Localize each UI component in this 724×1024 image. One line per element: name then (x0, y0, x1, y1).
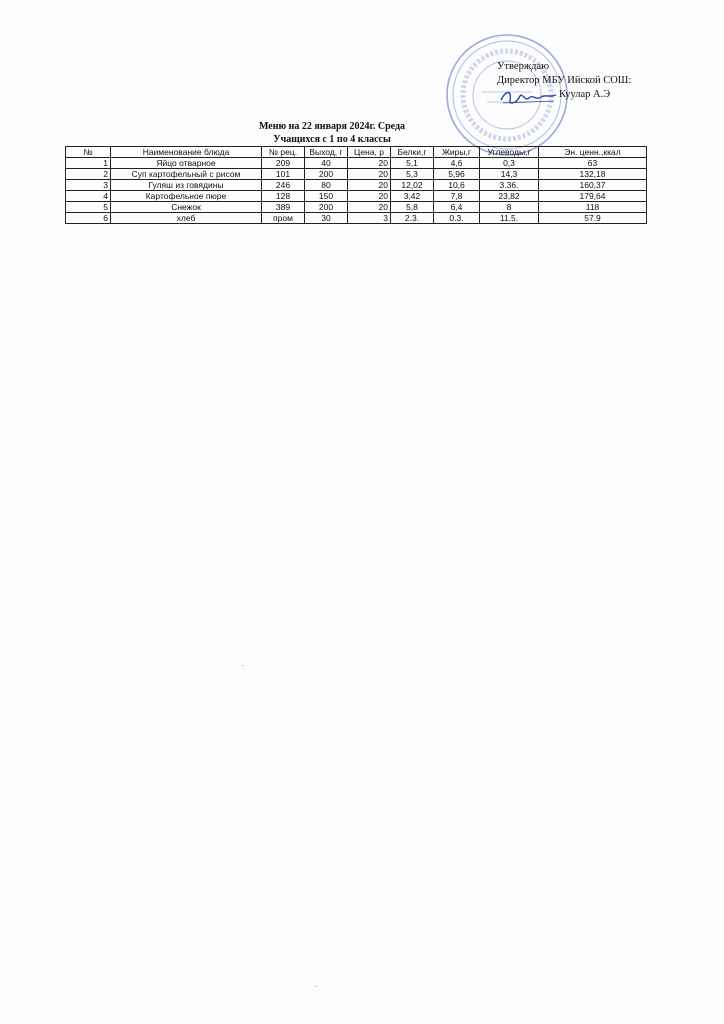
cell-number: 1 (66, 158, 111, 169)
cell-recipe-no: 246 (262, 180, 305, 191)
cell-output: 150 (305, 191, 348, 202)
cell-protein: 12,02 (391, 180, 434, 191)
cell-recipe-no: 128 (262, 191, 305, 202)
cell-output: 200 (305, 169, 348, 180)
cell-dish-name: хлеб (111, 213, 262, 224)
cell-carbs: 0,3 (480, 158, 539, 169)
signature-icon (498, 86, 560, 108)
cell-recipe-no: 101 (262, 169, 305, 180)
cell-fat: 7,8 (434, 191, 480, 202)
table-header-protein: Белки,г (391, 147, 434, 158)
cell-recipe-no: 389 (262, 202, 305, 213)
cell-fat: 6,4 (434, 202, 480, 213)
cell-protein: 5,1 (391, 158, 434, 169)
menu-table (65, 146, 647, 224)
table-header-carbs: Углеводы,г (480, 147, 539, 158)
cell-energy: 63 (539, 158, 647, 169)
cell-energy: 118 (539, 202, 647, 213)
table-row (66, 169, 647, 180)
table-header-fat: Жиры,г (434, 147, 480, 158)
cell-dish-name: Картофельное пюре (111, 191, 262, 202)
table-row (66, 158, 647, 169)
cell-carbs: 11.5. (480, 213, 539, 224)
cell-price: 20 (348, 169, 391, 180)
cell-dish-name: Суп картофельный с рисом (111, 169, 262, 180)
cell-energy: 132,18 (539, 169, 647, 180)
scan-speck (316, 986, 317, 987)
cell-energy: 179,64 (539, 191, 647, 202)
cell-fat: 0.3. (434, 213, 480, 224)
table-header-energy: Эн. ценн.,ккал (539, 147, 647, 158)
table-row (66, 202, 647, 213)
approval-line-approve: Утверждаю (497, 61, 549, 72)
menu-title-class: Учащихся с 1 по 4 классы (273, 134, 391, 145)
cell-price: 20 (348, 202, 391, 213)
cell-carbs: 23,82 (480, 191, 539, 202)
cell-number: 6 (66, 213, 111, 224)
cell-protein: 2.3. (391, 213, 434, 224)
cell-protein: 5,3 (391, 169, 434, 180)
cell-output: 30 (305, 213, 348, 224)
approval-line-name: Куулар А.Э (559, 89, 611, 100)
table-row (66, 213, 647, 224)
table-header-dish-name: Наименование блюда (111, 147, 262, 158)
cell-price: 20 (348, 158, 391, 169)
cell-protein: 3,42 (391, 191, 434, 202)
table-header-price: Цена, р (348, 147, 391, 158)
cell-dish-name: Гуляш из говядины (111, 180, 262, 191)
cell-dish-name: Яйцо отварное (111, 158, 262, 169)
cell-energy: 57.9 (539, 213, 647, 224)
cell-carbs: 3.36. (480, 180, 539, 191)
cell-carbs: 14,3 (480, 169, 539, 180)
cell-number: 2 (66, 169, 111, 180)
cell-number: 4 (66, 191, 111, 202)
cell-fat: 4,6 (434, 158, 480, 169)
cell-recipe-no: 209 (262, 158, 305, 169)
table-header-number: № (66, 147, 111, 158)
table-header-recipe-no: № рец. (262, 147, 305, 158)
menu-title (0, 120, 664, 146)
table-header-output: Выход, г (305, 147, 348, 158)
cell-output: 200 (305, 202, 348, 213)
approval-line-director: Директор МБУ Ийской СОШ: (497, 75, 632, 86)
cell-number: 5 (66, 202, 111, 213)
cell-carbs: 8 (480, 202, 539, 213)
cell-dish-name: Снежок (111, 202, 262, 213)
cell-number: 3 (66, 180, 111, 191)
cell-price: 20 (348, 180, 391, 191)
scan-speck (242, 665, 243, 666)
cell-price: 3 (348, 213, 391, 224)
table-row (66, 191, 647, 202)
cell-recipe-no: пром (262, 213, 305, 224)
cell-protein: 5,8 (391, 202, 434, 213)
cell-energy: 160,37 (539, 180, 647, 191)
menu-title-date: Меню на 22 января 2024г. Среда (258, 121, 405, 132)
cell-output: 40 (305, 158, 348, 169)
table-row (66, 180, 647, 191)
cell-fat: 5,96 (434, 169, 480, 180)
cell-price: 20 (348, 191, 391, 202)
table-header-row (66, 147, 647, 158)
cell-output: 80 (305, 180, 348, 191)
cell-fat: 10,6 (434, 180, 480, 191)
